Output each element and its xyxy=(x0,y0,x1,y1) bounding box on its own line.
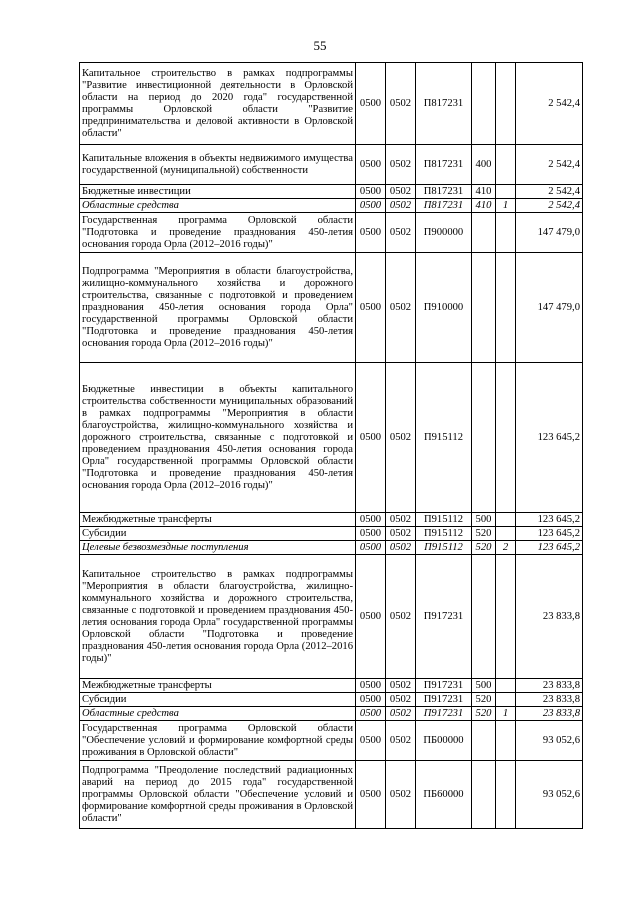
subsection-code-cell: 0502 xyxy=(386,527,416,541)
expense-type-cell xyxy=(472,213,496,253)
amount-cell: 147 479,0 xyxy=(516,253,583,363)
funding-source-cell xyxy=(496,761,516,829)
target-article-cell: П817231 xyxy=(416,199,472,213)
subsection-code-cell: 0502 xyxy=(386,513,416,527)
section-code-cell: 0500 xyxy=(356,721,386,761)
row-name-cell: Межбюджетные трансферты xyxy=(80,679,356,693)
expense-type-cell xyxy=(472,253,496,363)
amount-cell: 123 645,2 xyxy=(516,363,583,513)
table-row xyxy=(80,513,583,527)
funding-source-cell xyxy=(496,363,516,513)
table-row xyxy=(80,253,583,363)
funding-source-cell xyxy=(496,63,516,145)
table-row xyxy=(80,527,583,541)
subsection-code-cell: 0502 xyxy=(386,679,416,693)
table-row xyxy=(80,541,583,555)
amount-cell: 123 645,2 xyxy=(516,541,583,555)
subsection-code-cell: 0502 xyxy=(386,721,416,761)
subsection-code-cell: 0502 xyxy=(386,541,416,555)
row-name-cell: Областные средства xyxy=(80,199,356,213)
section-code-cell: 0500 xyxy=(356,63,386,145)
row-name-cell: Подпрограмма "Преодоление последствий радиационных аварий на период до 2015 года" государственной программы Орловской области "Обеспечение условий и формирование комфортной среды проживания в Орловской области" xyxy=(80,761,356,829)
table-row xyxy=(80,679,583,693)
section-code-cell: 0500 xyxy=(356,185,386,199)
expense-type-cell xyxy=(472,363,496,513)
funding-source-cell: 1 xyxy=(496,199,516,213)
expense-type-cell xyxy=(472,721,496,761)
section-code-cell: 0500 xyxy=(356,541,386,555)
row-name-cell: Субсидии xyxy=(80,693,356,707)
row-name-cell: Капитальное строительство в рамках подпрограммы "Развитие инвестиционной деятельности в Орловской области на период до 2020 года" государственной программы Орловской области "Развитие предпринимательства и деловой активности в Орловской области" xyxy=(80,63,356,145)
funding-source-cell xyxy=(496,513,516,527)
funding-source-cell xyxy=(496,693,516,707)
expense-type-cell xyxy=(472,63,496,145)
amount-cell: 93 052,6 xyxy=(516,721,583,761)
target-article-cell: ПБ60000 xyxy=(416,761,472,829)
table-row xyxy=(80,693,583,707)
amount-cell: 2 542,4 xyxy=(516,63,583,145)
section-code-cell: 0500 xyxy=(356,145,386,185)
subsection-code-cell: 0502 xyxy=(386,145,416,185)
target-article-cell: П910000 xyxy=(416,253,472,363)
funding-source-cell xyxy=(496,185,516,199)
amount-cell: 123 645,2 xyxy=(516,513,583,527)
target-article-cell: П915112 xyxy=(416,541,472,555)
funding-source-cell xyxy=(496,555,516,679)
funding-source-cell: 1 xyxy=(496,707,516,721)
target-article-cell: П915112 xyxy=(416,513,472,527)
expense-type-cell: 520 xyxy=(472,707,496,721)
table-row xyxy=(80,555,583,679)
row-name-cell: Бюджетные инвестиции xyxy=(80,185,356,199)
section-code-cell: 0500 xyxy=(356,707,386,721)
table-row xyxy=(80,145,583,185)
row-name-cell: Подпрограмма "Мероприятия в области благоустройства, жилищно-коммунального хозяйства и дорожного строительства, связанные с подготовкой и проведением празднования 450-летия основания города Орла" государственной программы Орловской области "Подготовка и проведение празднования 450-летия основания города Орла (2012–2016 годы)" xyxy=(80,253,356,363)
amount-cell: 123 645,2 xyxy=(516,527,583,541)
section-code-cell: 0500 xyxy=(356,199,386,213)
target-article-cell: П917231 xyxy=(416,555,472,679)
target-article-cell: П917231 xyxy=(416,707,472,721)
section-code-cell: 0500 xyxy=(356,679,386,693)
subsection-code-cell: 0502 xyxy=(386,63,416,145)
table-row xyxy=(80,721,583,761)
target-article-cell: П817231 xyxy=(416,145,472,185)
expense-type-cell: 400 xyxy=(472,145,496,185)
section-code-cell: 0500 xyxy=(356,513,386,527)
target-article-cell: П817231 xyxy=(416,63,472,145)
funding-source-cell: 2 xyxy=(496,541,516,555)
section-code-cell: 0500 xyxy=(356,761,386,829)
expense-type-cell: 500 xyxy=(472,513,496,527)
expense-type-cell: 500 xyxy=(472,679,496,693)
subsection-code-cell: 0502 xyxy=(386,185,416,199)
expense-type-cell: 520 xyxy=(472,693,496,707)
row-name-cell: Бюджетные инвестиции в объекты капитального строительства собственности муниципальных образований в рамках подпрограммы "Мероприятия в области благоустройства, жилищно-коммунального хозяйства и дорожного строительства, связанные с подготовкой и проведением празднования 450-летия основания города Орла" государственной программы Орловской области "Подготовка и проведение празднования 450-летия основания города Орла (2012–2016 годы)" xyxy=(80,363,356,513)
amount-cell: 2 542,4 xyxy=(516,145,583,185)
funding-source-cell xyxy=(496,213,516,253)
target-article-cell: П915112 xyxy=(416,527,472,541)
expense-type-cell: 520 xyxy=(472,527,496,541)
subsection-code-cell: 0502 xyxy=(386,707,416,721)
target-article-cell: П900000 xyxy=(416,213,472,253)
budget-table xyxy=(79,62,583,829)
subsection-code-cell: 0502 xyxy=(386,199,416,213)
amount-cell: 93 052,6 xyxy=(516,761,583,829)
target-article-cell: П917231 xyxy=(416,679,472,693)
table-row xyxy=(80,63,583,145)
expense-type-cell: 410 xyxy=(472,185,496,199)
table-row xyxy=(80,199,583,213)
page-number: 55 xyxy=(313,38,327,53)
row-name-cell: Капитальное строительство в рамках подпрограммы "Мероприятия в области благоустройства, жилищно-коммунального хозяйства и дорожного строительства, связанные с подготовкой и проведением празднования 450-летия основания города Орла" государственной программы Орловской области "Подготовка и проведение празднования 450-летия основания города Орла (2012–2016 годы)" xyxy=(80,555,356,679)
subsection-code-cell: 0502 xyxy=(386,693,416,707)
target-article-cell: П917231 xyxy=(416,693,472,707)
subsection-code-cell: 0502 xyxy=(386,555,416,679)
subsection-code-cell: 0502 xyxy=(386,253,416,363)
section-code-cell: 0500 xyxy=(356,693,386,707)
amount-cell: 147 479,0 xyxy=(516,213,583,253)
expense-type-cell: 520 xyxy=(472,541,496,555)
target-article-cell: П915112 xyxy=(416,363,472,513)
amount-cell: 23 833,8 xyxy=(516,679,583,693)
section-code-cell: 0500 xyxy=(356,363,386,513)
expense-type-cell xyxy=(472,761,496,829)
budget-table-body xyxy=(80,63,583,829)
expense-type-cell: 410 xyxy=(472,199,496,213)
target-article-cell: ПБ00000 xyxy=(416,721,472,761)
table-row xyxy=(80,363,583,513)
row-name-cell: Целевые безвозмездные поступления xyxy=(80,541,356,555)
amount-cell: 23 833,8 xyxy=(516,707,583,721)
funding-source-cell xyxy=(496,721,516,761)
subsection-code-cell: 0502 xyxy=(386,213,416,253)
row-name-cell: Капитальные вложения в объекты недвижимого имущества государственной (муниципальной) собственности xyxy=(80,145,356,185)
target-article-cell: П817231 xyxy=(416,185,472,199)
row-name-cell: Государственная программа Орловской области "Обеспечение условий и формирование комфортной среды проживания в Орловской области" xyxy=(80,721,356,761)
subsection-code-cell: 0502 xyxy=(386,363,416,513)
amount-cell: 2 542,4 xyxy=(516,185,583,199)
funding-source-cell xyxy=(496,679,516,693)
amount-cell: 23 833,8 xyxy=(516,693,583,707)
table-row xyxy=(80,185,583,199)
row-name-cell: Межбюджетные трансферты xyxy=(80,513,356,527)
row-name-cell: Областные средства xyxy=(80,707,356,721)
funding-source-cell xyxy=(496,253,516,363)
table-row xyxy=(80,707,583,721)
section-code-cell: 0500 xyxy=(356,213,386,253)
funding-source-cell xyxy=(496,527,516,541)
amount-cell: 2 542,4 xyxy=(516,199,583,213)
row-name-cell: Субсидии xyxy=(80,527,356,541)
section-code-cell: 0500 xyxy=(356,253,386,363)
table-row xyxy=(80,761,583,829)
table-row xyxy=(80,213,583,253)
section-code-cell: 0500 xyxy=(356,527,386,541)
funding-source-cell xyxy=(496,145,516,185)
subsection-code-cell: 0502 xyxy=(386,761,416,829)
expense-type-cell xyxy=(472,555,496,679)
section-code-cell: 0500 xyxy=(356,555,386,679)
amount-cell: 23 833,8 xyxy=(516,555,583,679)
row-name-cell: Государственная программа Орловской области "Подготовка и проведение празднования 450-летия основания города Орла (2012–2016 годы)" xyxy=(80,213,356,253)
